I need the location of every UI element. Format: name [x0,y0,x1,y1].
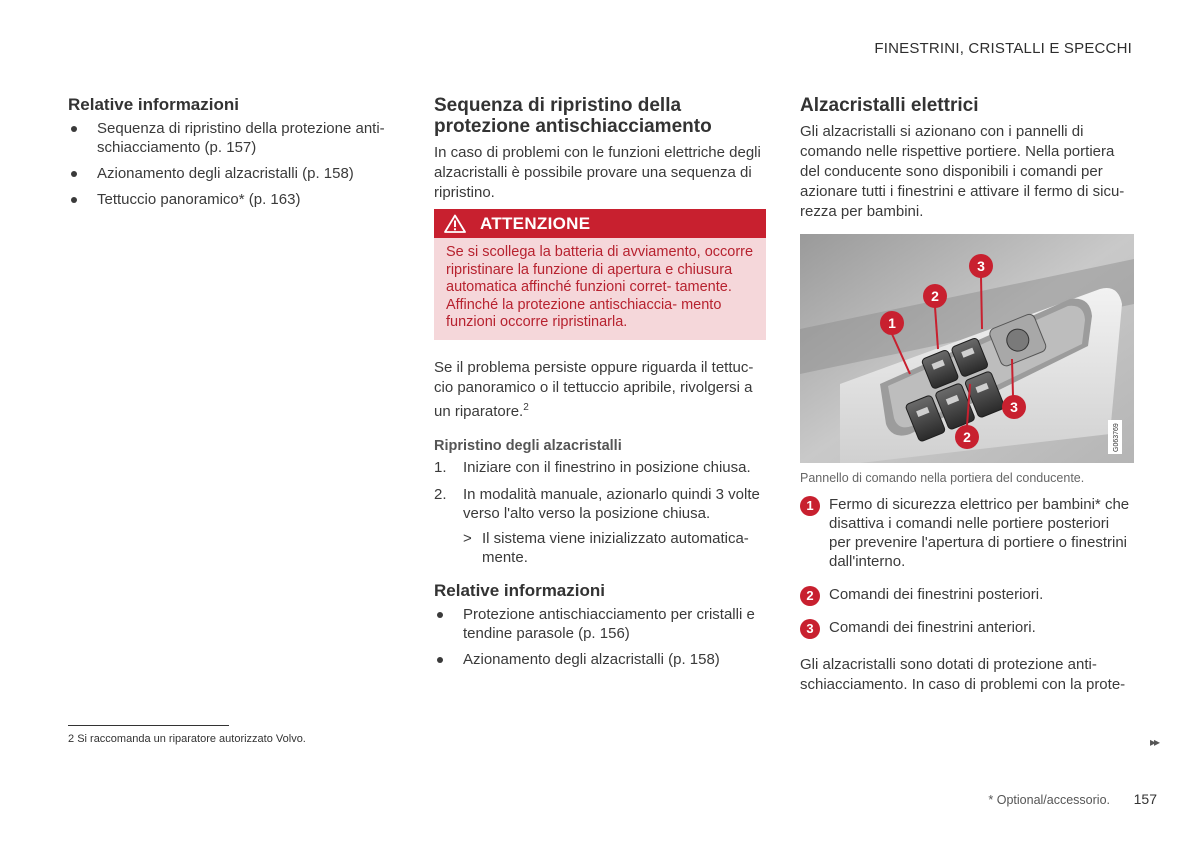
persist-text: Se il problema persiste oppure riguarda il tettuc- cio panoramico o il tettuccio apribile, rivolgersi a un riparatore. [434,358,754,420]
legend-text: Comandi dei finestrini posteriori. [829,586,1044,603]
reset-steps [434,458,766,567]
warning-text: Se si scollega la batteria di avviamento, occorre ripristinare la funzione di apertura e chiusura automatica affinché funzioni corret- tamente. Affinché la protezione antischiaccia- mento funzioni occorre ripristinarla. [434,238,766,340]
related-info-list [68,119,388,209]
legend-number-badge: 2 [800,586,820,606]
footnote-marker: 2 [68,733,75,745]
step-item [434,458,766,477]
step-text: In modalità manuale, azionarlo quindi 3 volte verso l'alto verso la posizione chiusa. [463,485,760,522]
step-item [434,485,766,523]
footnote-text: Si raccomanda un riparatore autorizzato Volvo. [77,733,306,745]
power-windows-intro: Gli alzacristalli si azionano con i pannelli di comando nelle rispettive portiere. Nella portiera del conducente sono disponibili i comandi per azionare tutti i finestrini e attivare il fermo di sicu- rezza per bambini. [800,123,1125,220]
legend-number-badge: 1 [800,496,820,516]
door-panel-photo [800,234,1134,463]
related-link[interactable]: Azionamento degli alzacristalli (p. 158) [434,650,766,669]
result-marker: > [463,529,472,547]
step-number: 2. [434,485,447,503]
reset-sequence-title: Sequenza di ripristino della protezione antischiacciamento [434,95,712,137]
page-number: 157 [1133,791,1157,807]
column-power-windows [800,95,1134,695]
callout-1 [880,311,904,335]
callout-2 [955,425,979,449]
legend-text: Comandi dei finestrini anteriori. [829,619,1036,636]
svg-text:3: 3 [977,258,985,274]
related-info-heading: Relative informazioni [68,95,239,114]
warning-box [434,209,766,340]
related-info-list [434,605,766,669]
step-number: 1. [434,458,447,476]
footnote [68,733,306,745]
step-text: Iniziare con il finestrino in posizione chiusa. [463,458,751,476]
persist-paragraph [434,358,766,422]
step-result [434,529,766,567]
warning-triangle-icon [444,214,466,233]
related-link[interactable]: Sequenza di ripristino della protezione anti- schiacciamento (p. 157) [68,119,388,157]
optional-note: * Optional/accessorio. [988,793,1110,807]
continue-arrows-icon: ▸▸ [1150,735,1159,749]
door-control-panel-illustration [800,234,1134,463]
legend-item [800,495,1134,571]
column-related-info [68,95,388,216]
warning-heading: ATTENZIONE [480,213,591,233]
photo-legend [800,495,1134,637]
footnote-divider [68,725,229,726]
callout-2 [923,284,947,308]
svg-text:1: 1 [888,315,896,331]
reset-windows-heading: Ripristino degli alzacristalli [434,437,622,454]
svg-text:2: 2 [931,288,939,304]
callout-3 [969,254,993,278]
svg-text:3: 3 [1010,399,1018,415]
power-windows-title: Alzacristalli elettrici [800,95,979,116]
svg-text:2: 2 [963,429,971,445]
related-link[interactable]: Azionamento degli alzacristalli (p. 158) [68,164,388,183]
column-reset-sequence [434,95,766,676]
related-link[interactable]: Protezione antischiacciamento per cristalli e tendine parasole (p. 156) [434,605,766,643]
section-header: FINESTRINI, CRISTALLI E SPECCHI [874,40,1132,57]
legend-item [800,585,1134,604]
related-info-heading: Relative informazioni [434,580,605,600]
reset-intro: In caso di problemi con le funzioni elettriche degli alzacristalli è possibile provare una sequenza di ripristino. [434,144,761,201]
related-link[interactable]: Tettuccio panoramico* (p. 163) [68,190,388,209]
footnote-ref: 2 [523,401,529,413]
legend-text: Fermo di sicurezza elettrico per bambini* che disattiva i comandi nelle portiere posteriori per prevenire l'apertura di portiere o finestrini dall'interno. [829,496,1130,570]
callout-3 [1002,395,1026,419]
photo-code: G063769 [1113,423,1120,452]
result-text: Il sistema viene inizializzato automatica- mente. [482,529,749,566]
warning-header [434,209,766,238]
power-windows-outro: Gli alzacristalli sono dotati di protezione anti- schiacciamento. In caso di problemi con la prote- [800,656,1126,693]
legend-item [800,618,1134,637]
legend-number-badge: 3 [800,619,820,639]
photo-caption: Pannello di comando nella portiera del conducente. [800,471,1085,485]
